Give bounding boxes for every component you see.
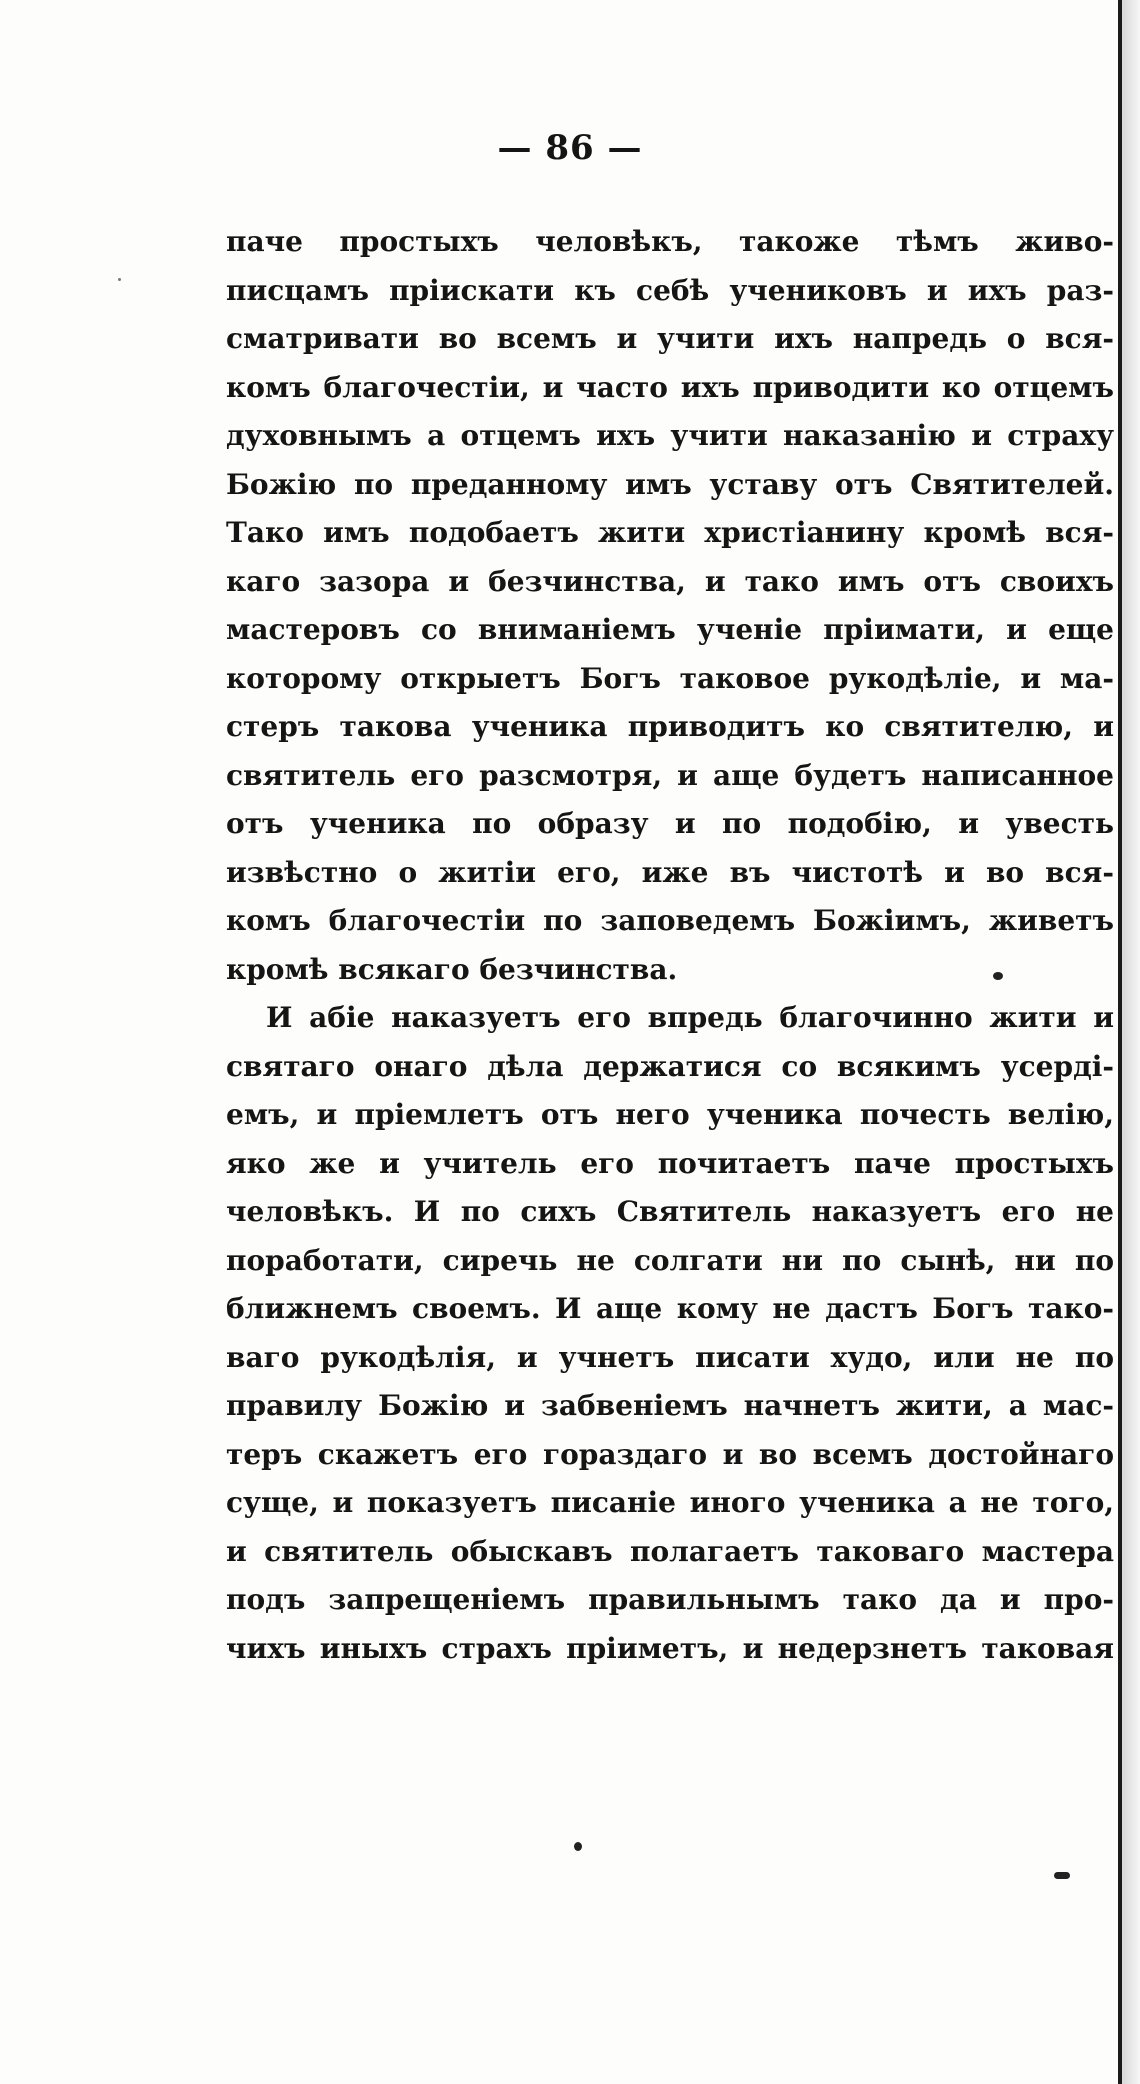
text-line: поработати, сиречь не солгати ни по сынѣ, ни по: [226, 1243, 1114, 1277]
text-line: паче простыхъ человѣкъ, такоже тѣмъ живо-: [226, 225, 1114, 258]
paragraph-1: [226, 218, 1114, 994]
text-line: теръ скажетъ его гораздаго и во всемъ достойнаго: [226, 1437, 1114, 1471]
text-line: которому открыетъ Богъ таковое рукодѣліе, и ма-: [226, 661, 1114, 695]
paragraph-2: [226, 994, 1114, 1673]
ink-speck: [118, 278, 121, 281]
ink-speck: [1054, 1872, 1070, 1879]
text-line: Тако имъ подобаетъ жити христіанину кромѣ вся-: [226, 516, 1114, 549]
text-line: мастеровъ со вниманіемъ ученіе пріимати, и еще: [226, 613, 1114, 646]
text-line: духовнымъ а отцемъ ихъ учити наказанію и страху: [226, 419, 1114, 452]
ink-speck: [993, 972, 1003, 980]
text-line: кромѣ всякаго безчинства.: [226, 952, 678, 986]
text-line: сматривати во всемъ и учити ихъ напредь о вся-: [226, 322, 1114, 355]
text-line: святитель его разсмотря, и аще будетъ написанное: [226, 758, 1114, 792]
text-line: чихъ иныхъ страхъ пріиметъ, и недерзнетъ таковая: [226, 1631, 1114, 1665]
text-line: комъ благочестіи по заповедемъ Божіимъ, живетъ: [226, 904, 1114, 937]
text-line: святаго онаго дѣла держатися со всякимъ усерді-: [226, 1049, 1114, 1083]
ink-speck: [574, 1842, 582, 1851]
text-line: Божію по преданному имъ уставу отъ Святителей.: [226, 467, 1114, 501]
text-line: И абіе наказуетъ его впредь благочинно жити и: [266, 1001, 1114, 1034]
text-line: и святитель обыскавъ полагаетъ таковаго мастера: [226, 1534, 1114, 1568]
text-line: писцамъ пріискати къ себѣ учениковъ и ихъ раз-: [226, 273, 1114, 307]
text-line: отъ ученика по образу и по подобію, и увесть: [226, 807, 1114, 840]
text-line: извѣстно о житіи его, иже въ чистотѣ и во вся-: [226, 855, 1114, 889]
page-number: — 86 —: [497, 128, 643, 168]
page-edge-shadow: [1122, 0, 1140, 2084]
text-line: суще, и показуетъ писаніе иного ученика а не того,: [226, 1486, 1114, 1519]
text-line: стеръ такова ученика приводитъ ко святителю, и: [226, 710, 1114, 743]
body-text: [226, 218, 1114, 1673]
text-line: правилу Божію и забвеніемъ начнетъ жити, а мас-: [226, 1389, 1114, 1422]
text-line: ваго рукодѣлія, и учнетъ писати худо, или не по: [226, 1340, 1114, 1374]
text-line: ближнемъ своемъ. И аще кому не дастъ Богъ тако-: [226, 1292, 1114, 1325]
text-line: комъ благочестіи, и часто ихъ приводити ко отцемъ: [226, 370, 1114, 404]
text-line: человѣкъ. И по сихъ Святитель наказуетъ его не: [226, 1195, 1114, 1228]
text-line: емъ, и пріемлетъ отъ него ученика почесть велію,: [226, 1098, 1114, 1131]
text-line: подъ запрещеніемъ правильнымъ тако да и про-: [226, 1583, 1114, 1616]
text-line: яко же и учитель его почитаетъ паче простыхъ: [226, 1146, 1114, 1180]
text-line: каго зазора и безчинства, и тако имъ отъ своихъ: [226, 564, 1114, 598]
